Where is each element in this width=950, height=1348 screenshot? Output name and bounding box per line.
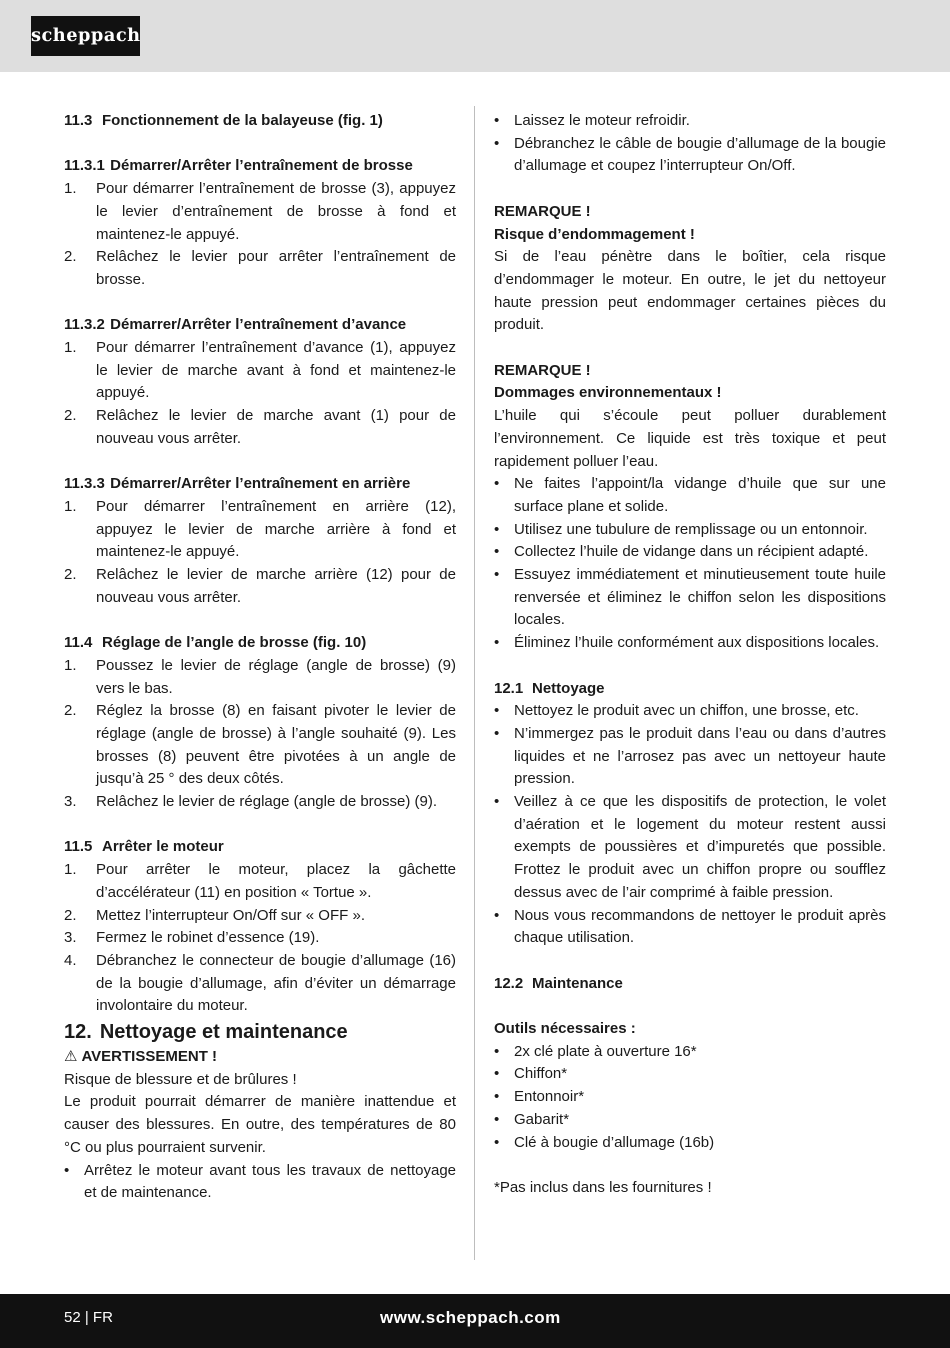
warning-label: ⚠ AVERTISSEMENT ! (64, 1046, 456, 1069)
heading-12-1: 12.1 Nettoyage (494, 679, 605, 697)
note-subtitle: Dommages environnementaux ! (494, 384, 722, 402)
list-item: 4. Débranchez le connecteur de bougie d’allumage (16) de la bougie d’allumage, afin d’éviter un démarrage involontaire du moteur. (64, 951, 456, 1015)
list-item: 2. Réglez la brosse (8) en faisant pivoter le levier de réglage (angle de brosse) à l’angle souhaité (9). Les brosses (8) peuvent être pivotées à un angle de jusqu’à 25 ° des deux côtés. (64, 702, 456, 788)
note-text: L’huile qui s’écoule peut polluer durablement l’environnement. Ce liquide est très toxique et peut rapidement polluer l’eau. (494, 407, 886, 470)
list-item: 2. Relâchez le levier de marche arrière (12) pour de nouveau vous arrêter. (64, 566, 456, 606)
left-column (64, 110, 456, 1205)
list-item: • N’immergez pas le produit dans l’eau ou dans d’autres liquides et ne l’arrosez pas avec un nettoyeur haute pression. (494, 723, 886, 791)
page-header (0, 0, 950, 72)
note-subtitle: Risque d’endommagement ! (494, 225, 695, 243)
list-item: 1. Pour démarrer l’entraînement en arrière (12), appuyez le levier de marche arrière à fond et maintenez-le appuyé. (64, 497, 456, 561)
list-11-5 (64, 859, 456, 1018)
list-item: 2. Mettez l’interrupteur On/Off sur « OFF ». (64, 906, 365, 924)
warning-text: Le produit pourrait démarrer de manière inattendue et causer des blessures. En outre, des températures de 80 °C ou plus pourraient survenir. (64, 1093, 456, 1156)
list-item: • 2x clé plate à ouverture 16* (494, 1041, 886, 1064)
heading-11-3-2: 11.3.2 Démarrer/Arrêter l’entraînement d’avance (64, 316, 407, 334)
heading-11-3-1: 11.3.1 Démarrer/Arrêter l’entraînement de brosse (64, 157, 413, 175)
heading-11-5: 11.5 Arrêter le moteur (64, 838, 224, 856)
list-item: 2. Relâchez le levier pour arrêter l’entraînement de brosse. (64, 248, 456, 288)
list-item: • Essuyez immédiatement et minutieusement toute huile renversée et éliminez le chiffon selon les dispositions locales. (494, 564, 886, 632)
list-item: 1. Pour arrêter le moteur, placez la gâchette d’accélérateur (11) en position « Tortue ». (64, 861, 456, 901)
warning-subtitle: Risque de blessure et de brûlures ! (64, 1070, 297, 1088)
list-item: 3. Fermez le robinet d’essence (19). (64, 929, 320, 947)
note-bullets (494, 473, 886, 655)
note-text: Si de l’eau pénètre dans le boîtier, cela risque d’endommager le moteur. En outre, le jet du nettoyeur haute pression peut endommager certaines pièces du produit. (494, 248, 886, 334)
list-item: 3. Relâchez le levier de réglage (angle de brosse) (9). (64, 793, 438, 811)
heading-11-3-3: 11.3.3 Démarrer/Arrêter l’entraînement en arrière (64, 475, 411, 493)
list-item: • Gabarit* (494, 1109, 886, 1132)
list-11-3-2 (64, 337, 456, 451)
list-11-4 (64, 655, 456, 814)
list-item: • Clé à bougie d’allumage (16b) (494, 1132, 886, 1155)
list-item: • Utilisez une tubulure de remplissage ou un entonnoir. (494, 519, 886, 542)
note-label: REMARQUE ! (494, 361, 591, 379)
note-label: REMARQUE ! (494, 202, 591, 220)
list-item: • Éliminez l’huile conformément aux dispositions locales. (494, 632, 886, 655)
list-item: 1. Pour démarrer l’entraînement d’avance (1), appuyez le levier de marche avant à fond et maintenez-le appuyé. (64, 339, 456, 402)
list-item: • Collectez l’huile de vidange dans un récipient adapté. (494, 541, 886, 564)
list-item: • Veillez à ce que les dispositifs de protection, le volet d’aération et le logement du moteur restent aussi exempts de poussières et d’impuretés que possible. Frottez le produit avec un chiffon propre ou soufflez dessus avec de l’air comprimé à faible pression. (494, 791, 886, 905)
top-bullets (494, 110, 886, 178)
list-item: 2. Relâchez le levier de marche avant (1) pour de nouveau vous arrêter. (64, 407, 456, 447)
column-divider (474, 106, 475, 1260)
list-item: 1. Pour démarrer l’entraînement de brosse (3), appuyez le levier d’entraînement de brosse à fond et maintenez-le appuyé. (64, 180, 456, 243)
list-item: 1. Poussez le levier de réglage (angle de brosse) (9) vers le bas. (64, 656, 456, 697)
list-item: • Ne faites l’appoint/la vidange d’huile que sur une surface plane et solide. (494, 473, 886, 518)
list-item: • Laissez le moteur refroidir. (494, 110, 886, 133)
list-item: • Nettoyez le produit avec un chiffon, une brosse, etc. (494, 700, 886, 723)
warning-triangle-icon: ⚠ (64, 1048, 78, 1066)
page-number: 52 | FR (64, 1309, 113, 1326)
list-item: • Chiffon* (494, 1063, 886, 1086)
footnote: *Pas inclus dans les fournitures ! (494, 1178, 712, 1196)
list-11-3-3 (64, 496, 456, 610)
heading-11-3: 11.3 Fonctionnement de la balayeuse (fig. 1) (64, 112, 383, 129)
warning-bullets (64, 1160, 456, 1205)
list-item: • Arrêtez le moteur avant tous les travaux de nettoyage et de maintenance. (64, 1160, 456, 1205)
website-url: www.scheppach.com (380, 1308, 561, 1327)
list-item: • Débranchez le câble de bougie d’allumage de la bougie d’allumage et coupez l’interrupteur On/Off. (494, 133, 886, 178)
heading-12-2: 12.2 Maintenance (494, 974, 623, 992)
list-11-3-1 (64, 178, 456, 292)
list-item: • Entonnoir* (494, 1086, 886, 1109)
tools-list (494, 1041, 886, 1155)
heading-11-4: 11.4 Réglage de l’angle de brosse (fig. 10) (64, 634, 367, 652)
cleaning-bullets (494, 700, 886, 950)
list-item: • Nous vous recommandons de nettoyer le produit après chaque utilisation. (494, 905, 886, 950)
brand-logo: scheppach (31, 16, 140, 56)
right-column (494, 110, 886, 1200)
page-footer (0, 1294, 950, 1348)
tools-label: Outils nécessaires : (494, 1020, 636, 1038)
heading-12: 12. Nettoyage et maintenance (64, 1021, 348, 1044)
